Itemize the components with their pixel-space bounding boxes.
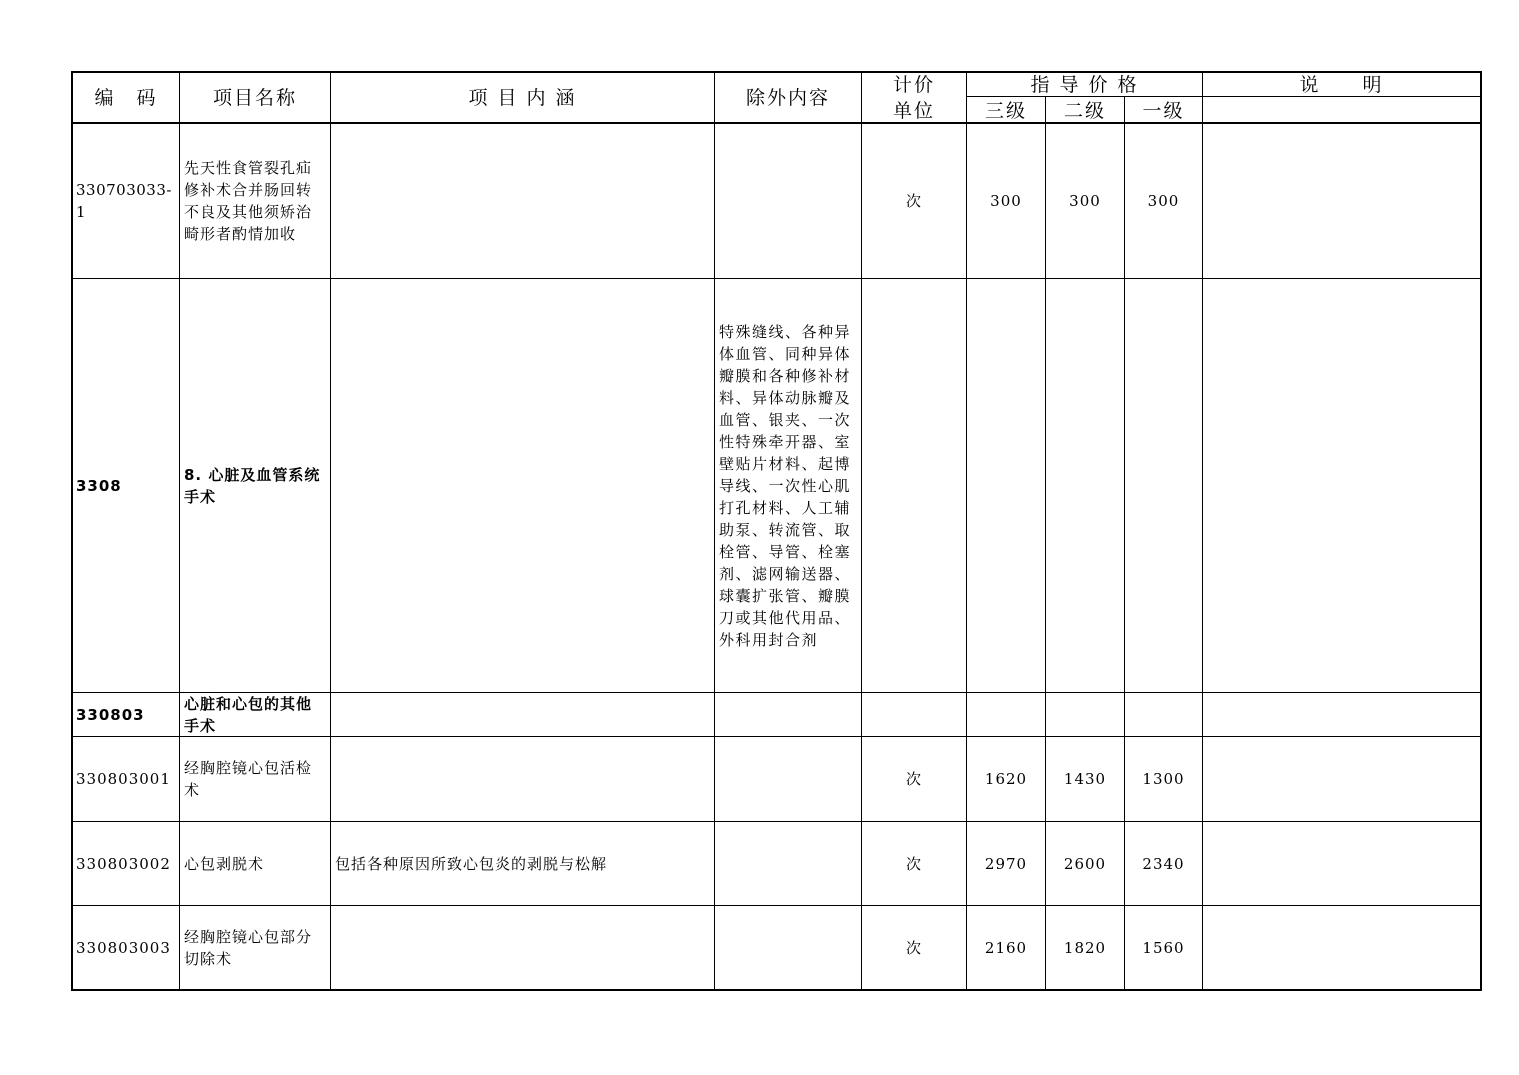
row2-excluded: 特殊缝线、各种异体血管、同种异体瓣膜和各种修补材料、异体动脉瓣及血管、银夹、一次性特殊牵开器、室壁贴片材料、起博导线、一次性心肌打孔材料、人工辅助泵、转流管、取栓管、导管、栓塞剂、滤网输送器、球囊扩张管、瓣膜刀或其他代用品、外科用封合剂 xyxy=(719,322,852,649)
row2-price-level2 xyxy=(1046,279,1124,692)
row6-excluded xyxy=(715,906,861,989)
row1-excluded xyxy=(715,124,861,278)
header-name: 项目名称 xyxy=(212,86,297,109)
row4-price-level3: 1620 xyxy=(984,770,1028,788)
row4-name: 经胸腔镜心包活检术 xyxy=(184,759,313,799)
header-unit-line1: 计价 xyxy=(892,74,935,96)
row2-content xyxy=(331,279,714,692)
row3-price-level3 xyxy=(967,693,1045,736)
header-level2: 二级 xyxy=(1063,100,1106,122)
row4-content xyxy=(331,737,714,821)
row5-name: 心包剥脱术 xyxy=(184,854,265,873)
header-excluded: 除外内容 xyxy=(745,86,830,109)
row6-price-level3: 2160 xyxy=(984,938,1028,957)
row3-excluded xyxy=(715,693,861,736)
header-code: 编 码 xyxy=(94,86,158,109)
row3-content xyxy=(331,693,714,736)
row4-price-level2: 1430 xyxy=(1063,770,1107,788)
row2-code: 3308 xyxy=(76,476,122,495)
row1-price-level1: 300 xyxy=(1147,192,1180,210)
row6-unit: 次 xyxy=(905,938,922,957)
row3-price-level2 xyxy=(1046,693,1124,736)
row3-code: 330803 xyxy=(76,705,145,724)
row2-unit xyxy=(862,279,966,692)
row3-unit xyxy=(862,693,966,736)
header-price-group: 指 导 价 格 xyxy=(1030,74,1139,96)
header-unit-line2: 单位 xyxy=(892,100,935,122)
row5-price-level3: 2970 xyxy=(984,854,1028,873)
row4-unit: 次 xyxy=(905,770,922,788)
row4-note xyxy=(1203,737,1480,821)
row6-content xyxy=(331,906,714,989)
row6-price-level2: 1820 xyxy=(1063,938,1107,957)
row5-unit: 次 xyxy=(905,854,922,873)
row1-price-level3: 300 xyxy=(990,192,1022,210)
row1-code: 330703033-1 xyxy=(76,181,172,221)
row6-code: 330803003 xyxy=(76,938,171,957)
row5-excluded xyxy=(715,822,861,905)
row1-note xyxy=(1203,124,1480,278)
row6-note xyxy=(1203,906,1480,989)
row3-note xyxy=(1203,693,1480,736)
row4-price-level1: 1300 xyxy=(1142,770,1185,788)
header-level3: 三级 xyxy=(984,100,1027,122)
row1-price-level2: 300 xyxy=(1069,192,1101,210)
table-border-bottom xyxy=(71,989,1482,991)
table-border-right xyxy=(1480,71,1482,991)
row6-price-level1: 1560 xyxy=(1142,938,1185,957)
row1-name: 先天性食管裂孔疝修补术合并肠回转不良及其他须矫治畸形者酌情加收 xyxy=(184,159,313,243)
row5-price-level1: 2340 xyxy=(1142,854,1185,873)
header-content: 项 目 内 涵 xyxy=(468,86,577,109)
row5-code: 330803002 xyxy=(76,854,171,873)
row6-name: 经胸腔镜心包部分切除术 xyxy=(184,927,313,968)
row4-code: 330803001 xyxy=(76,770,171,788)
row4-excluded xyxy=(715,737,861,821)
row1-content xyxy=(331,124,714,278)
row3-name: 心脏和心包的其他手术 xyxy=(184,694,313,735)
row2-note xyxy=(1203,279,1480,692)
row2-name: 8. 心脏及血管系统手术 xyxy=(184,465,321,506)
row2-price-level1 xyxy=(1125,279,1202,692)
row5-price-level2: 2600 xyxy=(1063,854,1107,873)
row3-price-level1 xyxy=(1125,693,1202,736)
row5-content: 包括各种原因所致心包炎的剥脱与松解 xyxy=(335,854,608,873)
row1-unit: 次 xyxy=(905,192,922,210)
header-note: 说 明 xyxy=(1299,74,1384,96)
row2-price-level3 xyxy=(967,279,1045,692)
row5-note xyxy=(1203,822,1480,905)
header-level1: 一级 xyxy=(1142,100,1185,122)
